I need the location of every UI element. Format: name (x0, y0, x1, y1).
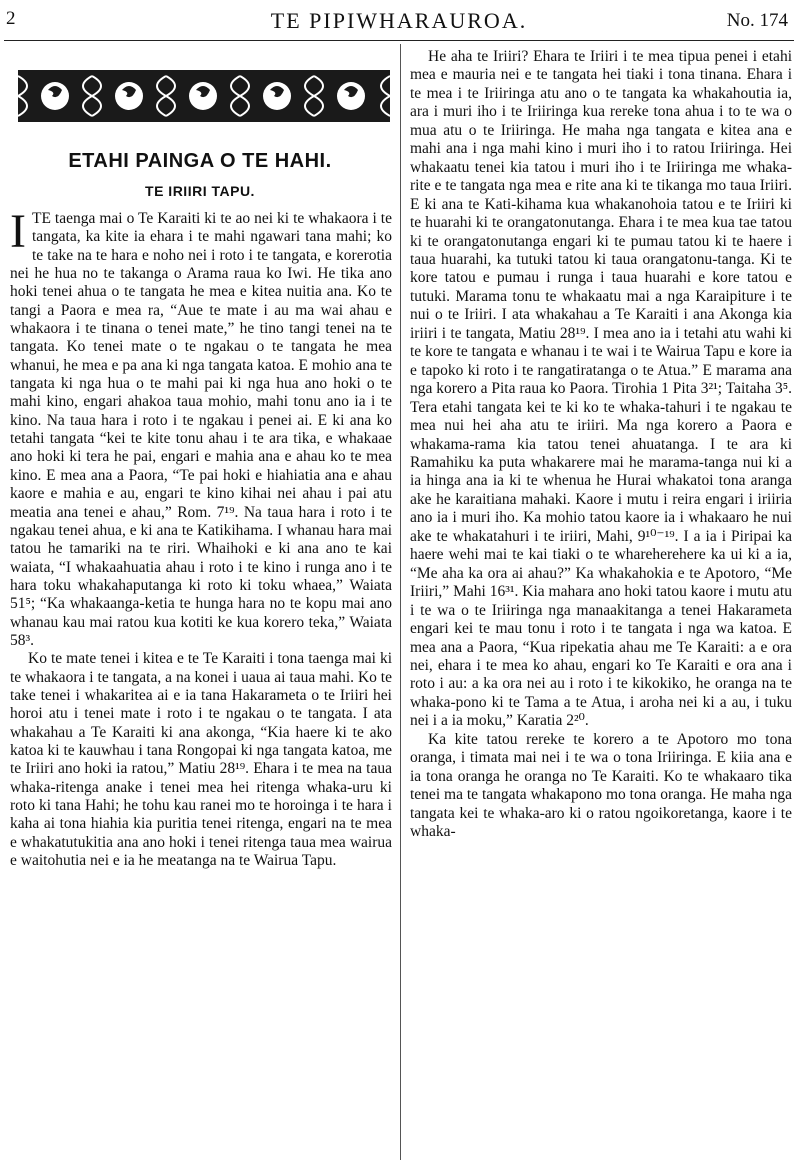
page-number: 2 (6, 8, 16, 29)
article-title: ETAHI PAINGA O TE HAHI. (68, 150, 332, 172)
article-subtitle: TE IRIIRI TAPU. (145, 183, 255, 199)
right-column (410, 48, 792, 841)
paragraph: Ko te mate tenei i kitea e te Te Karaiti i tona taenga mai ki te whakaora i te tangata, a na konei i uaua ai taua mahi. Ko te take tenei i whakaritea ai e ia tana Hakarameta o te Iriiri hei horoi atu i tenei mate i roto i te ngakau o te tangata. I ata whakahau a Te Karaiti ki ana akonga, “Kia haere ki te ako katoa ki te kauwhau i tana Rongopai ki nga tangata katoa, me te Iriiri ano hoki ia ratou,” Matiu 28¹⁹. Ehara i te mea na taua whaka-ritenga anake i tenei mea hei ritenga whaka-uru ki roto ki tana Hahi; he tohu kau ranei mo te horoinga i te hara i kaha ai tona hiahia kia puritia tenei ritenga, engari na te mea e whakatutukitia ana ano hoki i tenei ritenga taua mea wairua e waitohutia nei e ia he meatanga na te Wairua Tapu. (10, 650, 392, 870)
column-divider (400, 44, 401, 1160)
page-header (0, 0, 798, 40)
paragraph: He aha te Iriiri? Ehara te Iriiri i te mea tipua penei i etahi mea e mauria nei e te tangata hei tiaki i tona tinana. Ehara i te mea i te Iriiringa atu ano o te tangata ka whakahoutia ia, ara i muri iho i te Iriiringa kua rereke tona ahua i to te wa o mua atu o te Iriiringa. He maha nga tangata e kitea ana e mahi ana i nga mahi kino i muri iho i to ratou Iriiringa. Hei whakaatu tenei kia tatou i muri iho i te Iriiringa me whaka-rite e te tangata nga mea e rite ana ki te tikanga mo taua Iriiri. E ki ana te Kati-kihama kua whakanohoia tatou e te Iriiri ki te huarahi ki te orangatonutanga. Ehara i te mea kua tae tatou ki te orangatonutanga engari ki te pumau tatou ki te haere i taua huarahi, ka tutuki tatou ki taua orangatonu-tanga. Ki te kore tatou e pumau i runga i taua huarahi e kore tatou e tutuki. Marama tonu te whakaatu mai a nga Karaipiture i te nui o te Iriiri. I ata whakahau a Te Karaiti i ana Akonga kia iriiri i te tangata, Matiu 28¹⁹. I mea ano ia i tetahi atu wahi ki te kore te tangata e whanau i te wai i te Wairua Tapu e kore ia e tapoko ki roto i te rangatiratanga o te Atua.” E marama ana nga korero a Pita raua ko Paora. Tirohia 1 Pita 3²¹; Taitaha 3⁵. Tera etahi tangata kei te ki ko te whaka-tahuri i te ngakau te mea nui hei aha atu te iriiri. Ma nga korero a Paora e whakama-rama kia tatou tenei ahuatanga. I te ara ki Ramahiku ka puta whakarere mai he marama-tanga nui ki a ia hinga ana ia ki te whenua he Hurai whakatoi tona aranga ake he karaitiana mahaki. Kaore i mutu i reira engari i iriiria ano ia i muri iho. Ka mohio tatou kaore ia i whakaaro he nui ake te whakatahuri i te iriiri, Mahi, 9¹⁰⁻¹⁹. I a ia i Piripai ka haere wehi mai te kai tiaki o te whareherehere ka ui ki a ia, “Me aha ka ora ai ahau?” Ka whakahokia e te Apotoro, “Me Iriiri,” Mahi 16³¹. Kia mahara ano hoki tatou kaore i mutu atu i te wa o te Iriiringa nga manaakitanga a tenei Hakarameta engari kei te mau tonu i roto i te tangata i nga wa katoa. E mea ana a Paora, “Kua ripekatia ahau me Te Karaiti: a e ora nei, ehara i te mea ko ahau, engari ko Te Karaiti e ora ana i roto i au: a ka ora nei au i roto i te kikokiko, he oranga na te whaka-pono ki te Tama a te Atua, i aroha nei ki a au, i tuku nei i a ia moku,” Karatia 2²⁰. (410, 48, 792, 730)
left-column (10, 205, 392, 870)
publication-title: TE PIPIWHARAUROA. (270, 8, 528, 33)
issue-number: No. 174 (726, 10, 788, 31)
paragraph (10, 205, 392, 650)
paragraph-text: TE taenga mai o Te Karaiti ki te ao nei ki te whakaora i te tangata, ka kite ia ehara i te mahi ngawari tana mahi; ko te take na te hara e noho nei i roto i te tangata, e korerotia nei he hua no te takanga o Arama raua ko Iwi. He tika ano hoki tenei ahua o te tangata he mea e kitea nuitia ana. Ko te tangi a Paora e mea ra, “Aue te mate i au ma wai ahau e whakaora i te tinana o tenei mate,” he tino tangi tenei na te tangata. Ko tenei mate o te ngakau o te tangata he mea whanui, he mea e pa ana ki nga tangata katoa. E mohio ana te tangata ki nga hua o te mahi pai ki nga hua ano hoki o te mahi kino, engari ahakoa taua mohio, mahi tonu ano ia i te kino. Na taua hara i roto i te ngakau i penei ai. E ki ana ko tetahi tangata “kei te kite tonu ahau i te ara tika, e whakaae ano hoki ki tera he pai, engari e mahia ana e ahau ko te mea kino. E mea ana a Paora, “Te pai hoki e hiahiatia ana e ahau kaore e mahia e au, engari te kino kihai nei ahau i pai atu meatia ana tenei e ahau,” Rom. 7¹⁹. Na taua hara i roto i te ngakau tenei ahua, e ki ana te Katikihama. I whanau hara mai tatou he tamariki na te riri. Whaihoki e ki ana ano te kai waiata, “I whakaahuatia ahau i roto i te kino i runga ano i te hara toku whakahaputanga ki roto ki toku whaea,” Waiata 51⁵; “Ka whakaanga-ketia te hunga hara no te kopu mai ano whanau kau mai ratou kua kotiti ke kua korero teka,” Waiata 58³. (10, 210, 392, 649)
ornamental-banner (18, 70, 390, 122)
paragraph: Ka kite tatou rereke te korero a te Apotoro mo tona oranga, i timata mai nei i te wa o tona Iriiringa. E kiia ana e ia tona oranga he oranga no Te Karaiti. Ko te whakaaro tika tenei ma te tangata whakapono mo tona oranga. He maha nga tangata kei te whaka-aro ki o ratou ngoikoretanga, kaore i te whaka- (410, 730, 792, 841)
header-rule (4, 40, 794, 41)
drop-cap: I (10, 205, 26, 258)
